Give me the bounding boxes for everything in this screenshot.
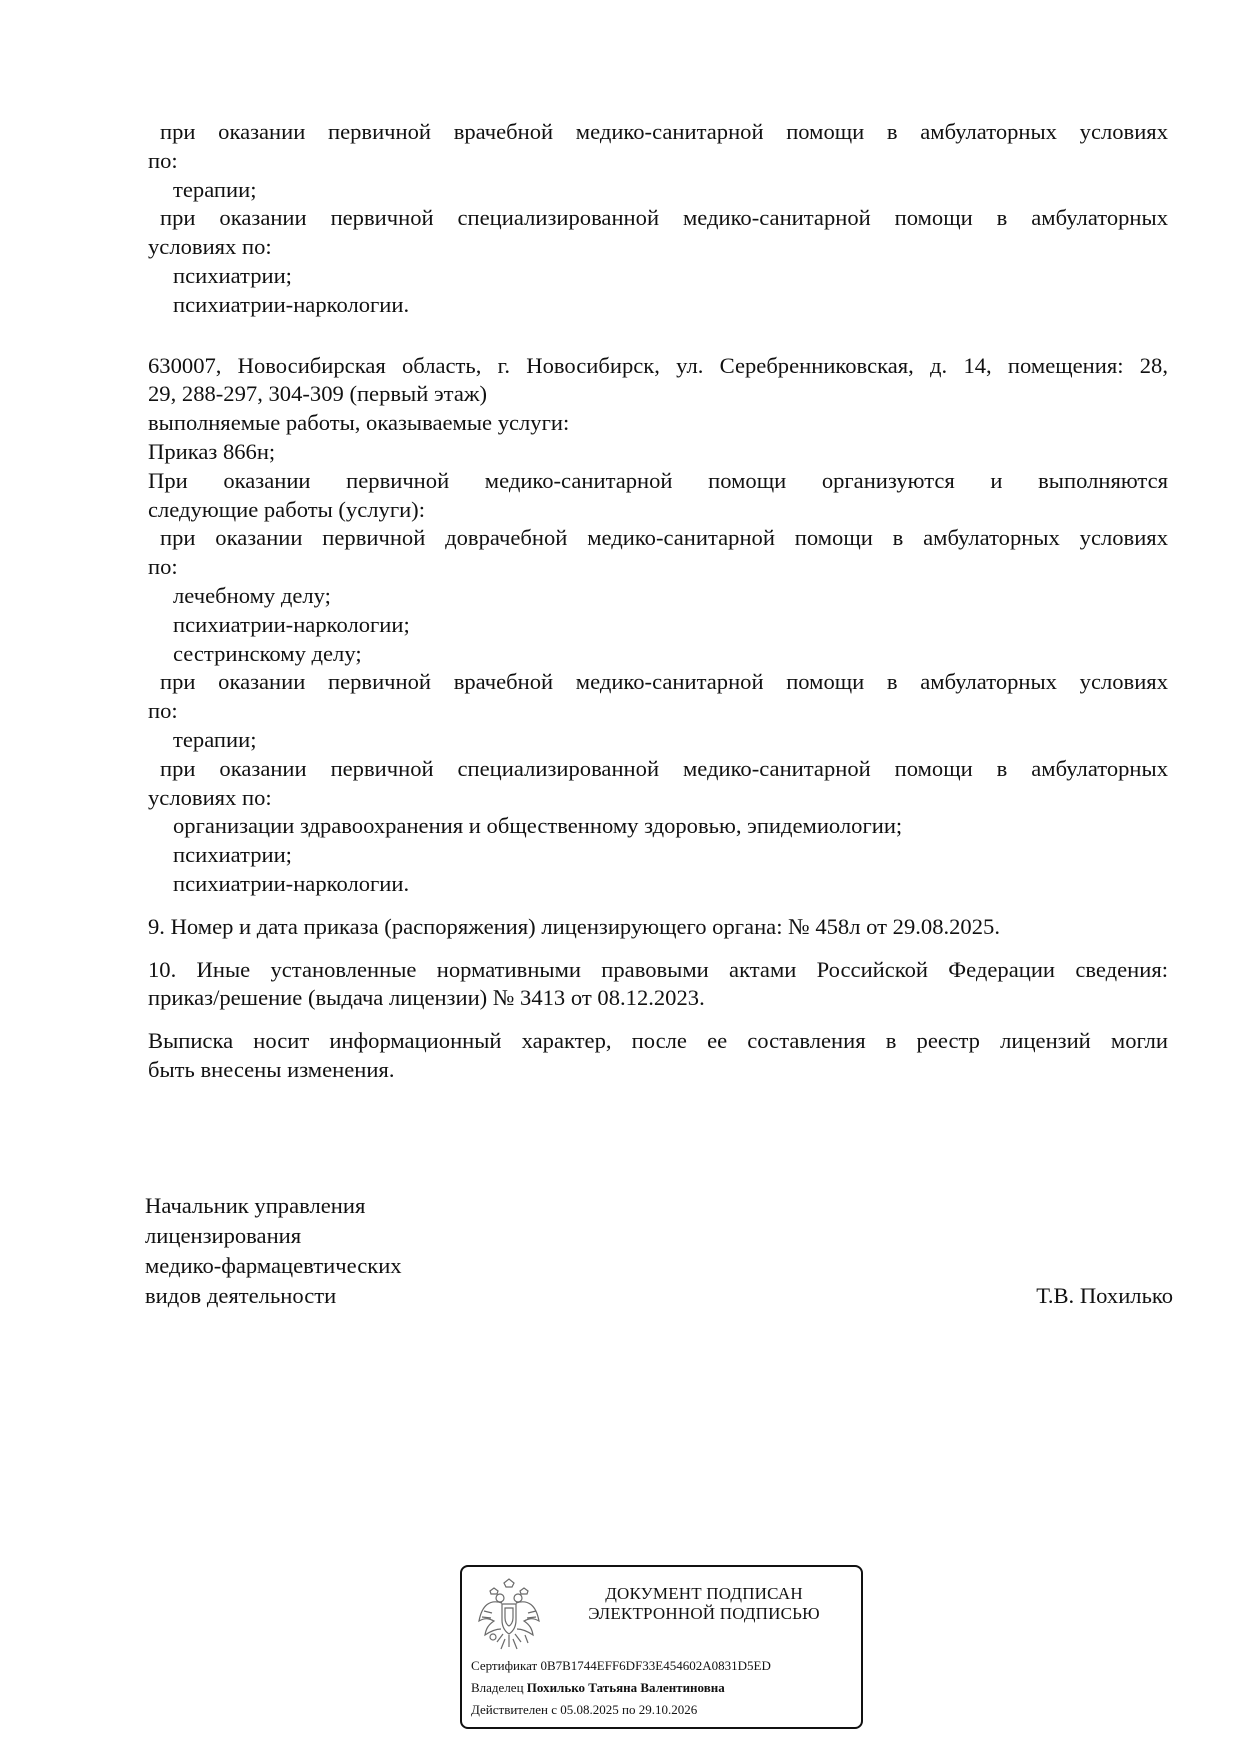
paragraph: по: — [148, 698, 178, 724]
russian-coat-of-arms-icon — [476, 1577, 542, 1653]
position-line: лицензирования — [145, 1223, 302, 1248]
paragraph: условиях по: — [148, 784, 272, 810]
owner-line — [471, 1680, 725, 1696]
list-item: лечебному делу; — [173, 582, 331, 608]
position-line: видов деятельности — [145, 1283, 337, 1308]
paragraph: условиях по: — [148, 234, 272, 260]
disclaimer-note-continued: быть внесены изменения. — [148, 1056, 395, 1082]
list-item: сестринскому делу; — [173, 640, 362, 666]
certificate-line — [471, 1658, 771, 1674]
stamp-title — [557, 1584, 851, 1624]
list-item: психиатрии; — [173, 842, 292, 868]
list-item: психиатрии; — [173, 262, 292, 288]
stamp-title-line: ДОКУМЕНТ ПОДПИСАН — [605, 1584, 803, 1603]
list-item: психиатрии-наркологии. — [173, 291, 410, 317]
paragraph: по: — [148, 147, 178, 173]
position-line: Начальник управления — [145, 1193, 366, 1218]
address-line: 29, 288-297, 304-309 (первый этаж) — [148, 381, 487, 407]
paragraph: по: — [148, 554, 178, 580]
paragraph: Приказ 866н; — [148, 438, 276, 464]
validity-line: Действителен с 05.08.2025 по 29.10.2026 — [471, 1702, 698, 1717]
stamp-title-line: ЭЛЕКТРОННОЙ ПОДПИСЬЮ — [588, 1604, 820, 1623]
address-line: 630007, Новосибирская область, г. Новосибирск, ул. Серебренниковская, д. 14, помещения: 28, — [148, 352, 1168, 378]
paragraph: при оказании первичной специализированной медико-санитарной помощи в амбулаторных — [160, 755, 1168, 781]
paragraph: выполняемые работы, оказываемые услуги: — [148, 410, 570, 436]
owner-value: Похилько Татьяна Валентиновна — [526, 1680, 725, 1695]
certificate-label: Сертификат — [471, 1658, 538, 1673]
list-item: психиатрии-наркологии. — [173, 870, 410, 896]
electronic-signature-stamp — [460, 1565, 863, 1729]
list-item: терапии; — [173, 176, 257, 202]
list-item: психиатрии-наркологии; — [173, 611, 410, 637]
item-9: 9. Номер и дата приказа (распоряжения) лицензирующего органа: № 458л от 29.08.2025. — [148, 913, 1000, 939]
item-10: 10. Иные установленные нормативными правовыми актами Российской Федерации сведения: — [148, 956, 1168, 982]
paragraph: при оказании первичной доврачебной медико-санитарной помощи в амбулаторных условиях — [160, 525, 1168, 551]
list-item: организации здравоохранения и общественному здоровью, эпидемиологии; — [173, 813, 903, 839]
list-item: терапии; — [173, 726, 257, 752]
paragraph: при оказании первичной врачебной медико-санитарной помощи в амбулаторных условиях — [160, 669, 1168, 695]
position-line: медико-фармацевтических — [145, 1253, 402, 1278]
paragraph: при оказании первичной врачебной медико-санитарной помощи в амбулаторных условиях — [160, 119, 1168, 144]
disclaimer-note: Выписка носит информационный характер, после ее составления в реестр лицензий могли — [148, 1028, 1168, 1054]
owner-label: Владелец — [471, 1680, 524, 1695]
paragraph: При оказании первичной медико-санитарной помощи организуются и выполняются — [148, 467, 1168, 493]
paragraph: следующие работы (услуги): — [148, 496, 425, 522]
certificate-value: 0B7B1744EFF6DF33E454602A0831D5ED — [540, 1658, 771, 1673]
signatory-name: Т.В. Похилько — [1036, 1283, 1173, 1308]
paragraph: при оказании первичной специализированной медико-санитарной помощи в амбулаторных — [160, 205, 1168, 231]
license-body — [148, 118, 1168, 1085]
signatory-position — [145, 1191, 402, 1311]
item-10-continued: приказ/решение (выдача лицензии) № 3413 от 08.12.2023. — [148, 985, 705, 1011]
